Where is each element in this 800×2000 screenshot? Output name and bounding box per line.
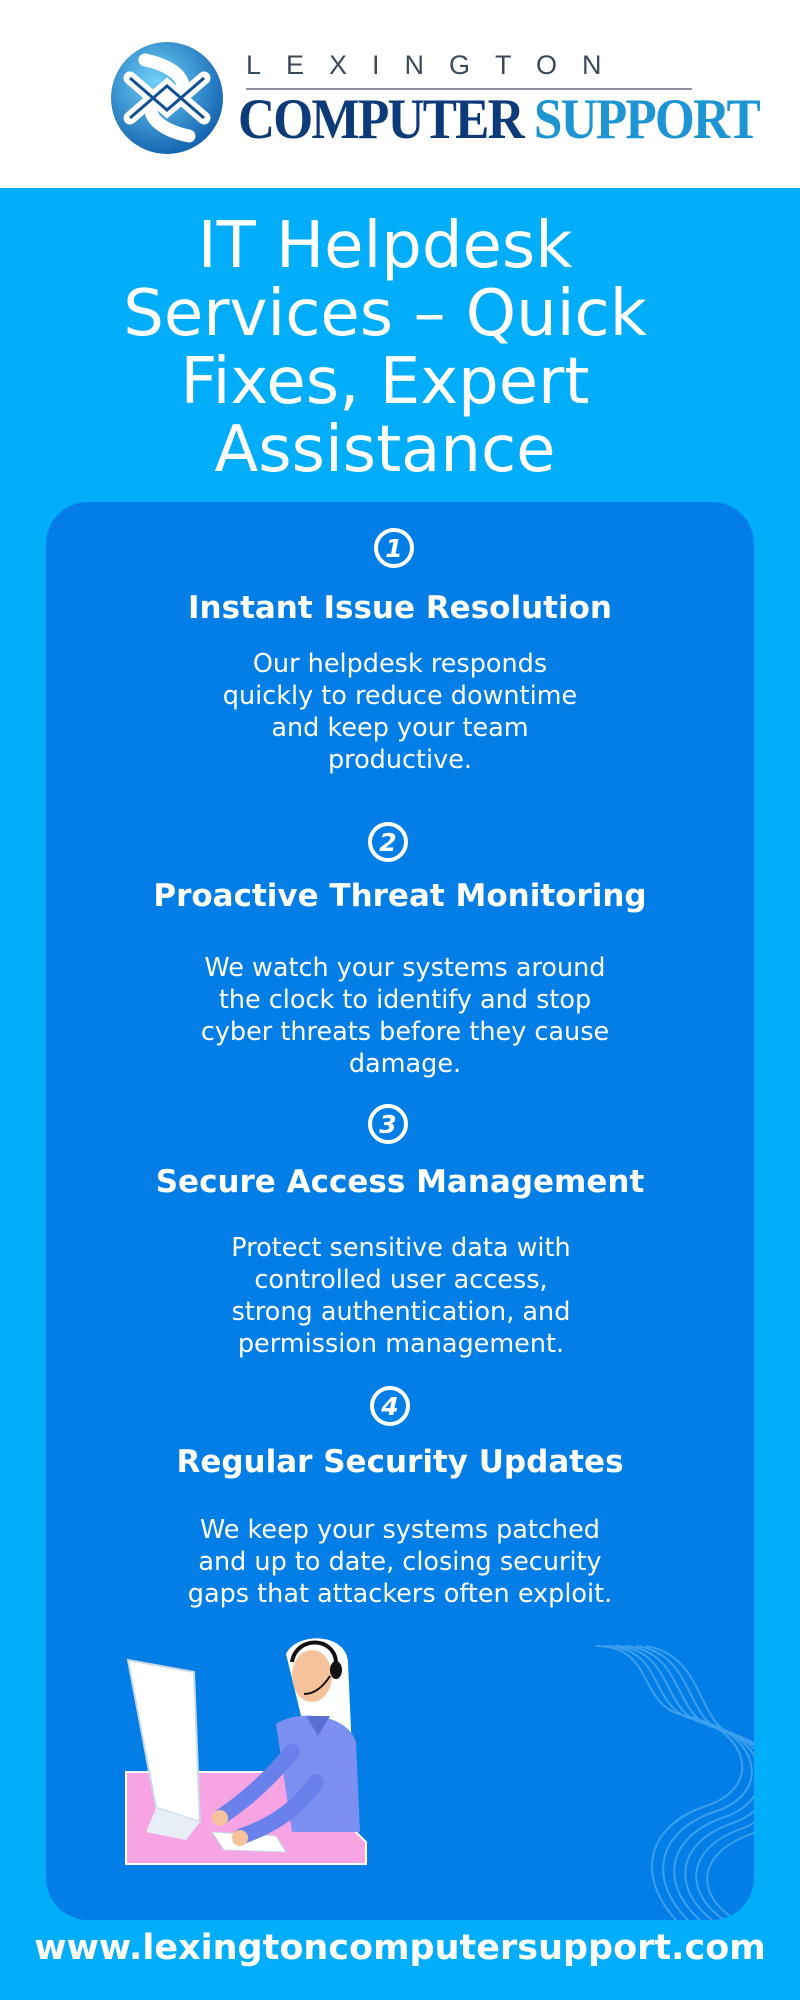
feature-3-description: Protect sensitive data with controlled user access, strong authentication, and permission management.: [231, 1233, 571, 1359]
logo-word-computer: COMPUTER: [238, 88, 523, 151]
feature-1-description: Our helpdesk responds quickly to reduce downtime and keep your team productive.: [222, 649, 578, 775]
step-1-badge: 1: [374, 528, 414, 568]
logo-word-support: SUPPORT: [533, 88, 759, 151]
step-2-badge: 2: [368, 822, 408, 862]
feature-3-title: Secure Access Management: [155, 1164, 645, 1200]
features-card: [46, 502, 754, 1920]
logo-mark-icon: [105, 38, 235, 156]
logo-bottom-text: [238, 88, 759, 151]
feature-2-description: We watch your systems around the clock to identify and stop cyber threats before they cause damage.: [200, 953, 610, 1079]
helpdesk-agent-illustration: [116, 1632, 436, 1892]
feature-1-title: Instant Issue Resolution: [188, 590, 612, 626]
feature-4-title: Regular Security Updates: [176, 1444, 624, 1480]
feature-4-description: We keep your systems patched and up to date, closing security gaps that attackers often exploit.: [187, 1515, 613, 1609]
header: [0, 0, 800, 188]
logo-top-text: LEXINGTON: [246, 50, 627, 80]
footer-website-link[interactable]: www.lexingtoncomputersupport.com: [34, 1928, 766, 1968]
page-title: IT Helpdesk Services – Quick Fixes, Expert Assistance: [123, 209, 647, 487]
wave-pattern-decoration: [596, 1636, 754, 1920]
step-3-badge: 3: [368, 1104, 408, 1144]
step-4-badge: 4: [370, 1386, 410, 1426]
feature-2-title: Proactive Threat Monitoring: [153, 878, 647, 914]
